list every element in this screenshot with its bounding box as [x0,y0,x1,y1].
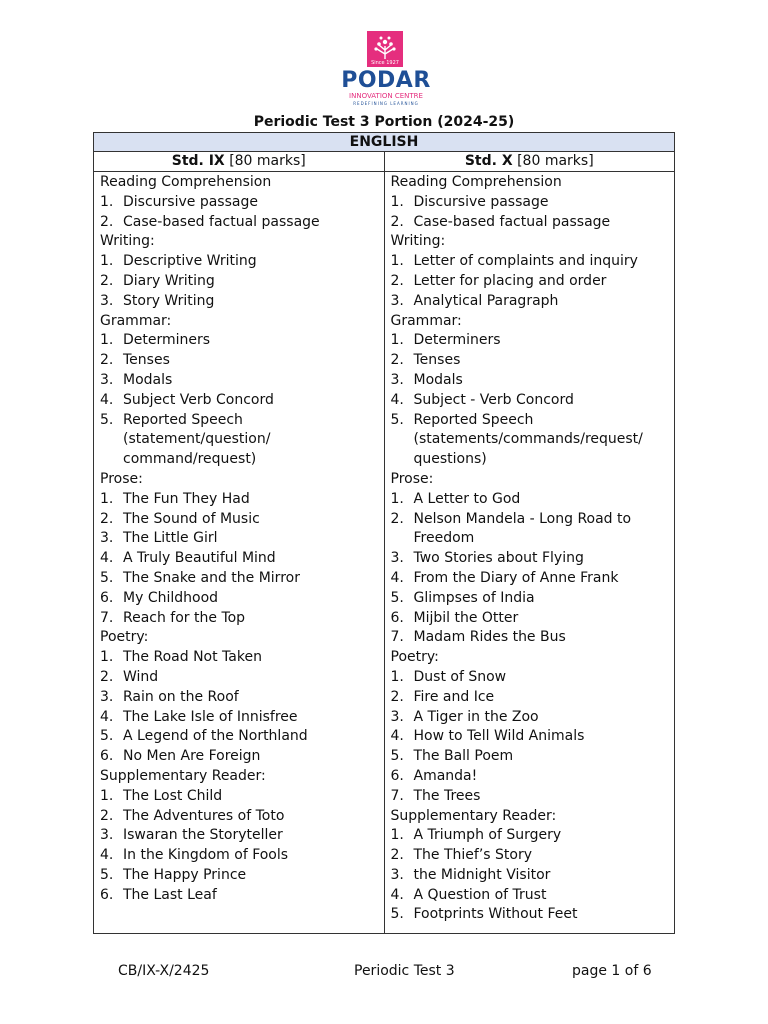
list-item-text: My Childhood [123,589,219,606]
school-logo [336,28,436,110]
list-item-number: 6. [100,748,114,765]
list-item-text: A Truly Beautiful Mind [123,550,276,567]
logo-wordmark: PODAR [341,68,431,93]
list-item-number: 4. [100,550,114,567]
list-item-text: Reported Speech (statements/commands/request/ questions) [413,411,643,468]
list-item [391,866,670,886]
list-item [100,371,379,391]
list-item-number: 2. [390,352,404,369]
list-item [391,351,670,371]
section-heading: Grammar: [390,312,462,329]
list-item [100,490,379,510]
list-item-text: Subject - Verb Concord [413,391,574,408]
list-item [100,331,379,351]
list-item-number: 3. [100,371,114,388]
list-item-number: 1. [390,253,404,270]
list-item-number: 1. [390,827,404,844]
list-item-text: Subject Verb Concord [123,391,274,408]
list-item-number: 3. [100,530,114,547]
list-item-number: 2. [390,688,404,705]
list-item [391,371,670,391]
list-item [391,549,670,569]
list-item-text: The Lake Isle of Innisfree [123,708,298,725]
list-item-text: Footprints Without Feet [413,906,578,923]
list-item-text: Rain on the Roof [123,688,239,705]
list-item-text: No Men Are Foreign [123,748,261,765]
list-item-text: The Adventures of Toto [123,807,285,824]
list-item-number: 3. [100,292,114,309]
list-item [391,252,670,272]
list-item [100,272,379,292]
page-title: Periodic Test 3 Portion (2024-25) [253,114,515,130]
subject-header-row [94,133,675,152]
list-item-text: The Road Not Taken [123,649,262,666]
list-item-text: Story Writing [123,292,215,309]
list-item-text: The Snake and the Mirror [123,569,300,586]
list-item-text: The Happy Prince [123,866,247,883]
list-item-text: Mijbil the Otter [413,609,519,626]
list-item [391,193,670,213]
list-item [100,411,379,470]
standard-header-row [94,152,675,172]
list-item-text: Iswaran the Storyteller [123,827,283,844]
list-item-text: A Letter to God [413,490,521,507]
list-item-number: 1. [390,668,404,685]
list-item-text: Discursive passage [123,193,258,210]
list-item-text: The Little Girl [123,530,218,547]
list-item [100,866,379,886]
list-item [391,331,670,351]
list-item [391,886,670,906]
list-item-text: Wind [123,668,159,685]
list-item-number: 5. [390,748,404,765]
list-item [100,807,379,827]
list-item-number: 5. [100,569,114,586]
list-item-number: 4. [390,886,404,903]
list-item-text: How to Tell Wild Animals [413,728,585,745]
list-item [391,213,670,233]
list-item-number: 4. [390,728,404,745]
list-item [391,490,670,510]
list-item-text: The Fun They Had [123,490,250,507]
list-item [100,688,379,708]
section-heading: Writing: [390,233,446,250]
list-item-text: Tenses [123,352,170,369]
list-item [100,609,379,629]
list-item-text: Nelson Mandela - Long Road to Freedom [413,510,632,547]
list-item [391,391,670,411]
list-item-text: Determiners [413,332,501,349]
list-item-text: Tenses [413,352,461,369]
list-item-number: 7. [100,609,114,626]
list-item-text: In the Kingdom of Fools [123,847,289,864]
list-item-text: Diary Writing [123,272,215,289]
list-item-text: Reach for the Top [123,609,246,626]
list-item [391,826,670,846]
list-item-text: Modals [123,371,173,388]
list-item-number: 2. [390,272,404,289]
list-item [100,510,379,530]
list-item-number: 1. [100,787,114,804]
list-item [100,213,379,233]
std-ix-marks: [80 marks] [229,153,306,169]
list-item-number: 5. [390,411,404,428]
list-item-number: 2. [100,510,114,527]
list-item-number: 1. [390,490,404,507]
list-item-text: The Lost Child [123,787,223,804]
list-item-number: 5. [390,906,404,923]
list-item-text: A Tiger in the Zoo [413,708,539,725]
list-item [100,846,379,866]
list-item [100,529,379,549]
section-heading: Grammar: [100,312,172,329]
list-item-text: Dust of Snow [413,668,507,685]
list-item-text: A Question of Trust [413,886,547,903]
section-heading: Prose: [100,470,143,487]
list-item [391,510,670,550]
list-item-text: The Thief’s Story [413,847,533,864]
list-item [391,747,670,767]
list-item-text: Amanda! [413,767,478,784]
list-item-number: 1. [100,649,114,666]
list-item-number: 1. [390,193,404,210]
footer-page-number: page 1 of 6 [572,963,652,979]
list-item-number: 6. [100,886,114,903]
list-item-text: The Trees [413,787,481,804]
subject-title: ENGLISH [94,133,675,152]
list-item [100,351,379,371]
list-item-number: 3. [100,688,114,705]
footer-code: CB/IX-X/2425 [118,963,210,979]
std-x-syllabus-list [385,172,675,933]
list-item [391,292,670,312]
list-item-text: Fire and Ice [413,688,495,705]
list-item [100,292,379,312]
list-item-number: 6. [100,589,114,606]
list-item-text: The Last Leaf [123,886,217,903]
list-item-text: The Sound of Music [123,510,260,527]
list-item-text: Modals [413,371,463,388]
list-item-number: 4. [390,569,404,586]
list-item-number: 2. [390,847,404,864]
list-item-number: 6. [390,609,404,626]
list-item-number: 3. [390,292,404,309]
list-item [100,589,379,609]
list-item [391,411,670,470]
list-item [100,668,379,688]
list-item-number: 2. [100,272,114,289]
list-item-text: Two Stories about Flying [413,550,584,567]
list-item-number: 2. [390,213,404,230]
logo-subtitle: INNOVATION CENTRE [349,92,423,100]
std-x-label: Std. X [464,153,513,169]
list-item [391,569,670,589]
list-item-text: Analytical Paragraph [413,292,559,309]
list-item-text: the Midnight Visitor [413,866,551,883]
list-item [391,589,670,609]
list-item-number: 1. [390,332,404,349]
footer-center: Periodic Test 3 [354,963,455,979]
list-item [391,767,670,787]
list-item [391,905,670,925]
section-heading: Poetry: [100,629,149,646]
section-heading: Writing: [100,233,155,250]
logo-since-text: Since 1927 [371,60,399,66]
list-item-text: Descriptive Writing [123,253,257,270]
list-item [100,391,379,411]
list-item [100,193,379,213]
list-item-number: 5. [100,866,114,883]
logo-tagline: REDEFINING LEARNING [353,101,419,106]
list-item [391,628,670,648]
section-heading: Reading Comprehension [100,174,272,190]
list-item-number: 3. [100,827,114,844]
list-item [391,708,670,728]
list-item-text: A Legend of the Northland [123,728,308,745]
list-item [100,826,379,846]
portion-table [93,132,675,934]
list-item-text: A Triumph of Surgery [413,827,562,844]
std-ix-syllabus-list [94,172,384,913]
list-item [391,787,670,807]
list-item-number: 1. [100,193,114,210]
list-item [391,688,670,708]
list-item-number: 1. [100,253,114,270]
list-item-number: 2. [100,807,114,824]
list-item [100,787,379,807]
list-item-number: 7. [390,629,404,646]
list-item [100,886,379,906]
section-heading: Supplementary Reader: [100,767,266,784]
std-x-header [384,152,675,172]
std-x-marks: [80 marks] [517,153,594,169]
list-item-number: 2. [100,213,114,230]
list-item-text: Determiners [123,332,211,349]
list-item [100,648,379,668]
list-item-text: Letter of complaints and inquiry [413,253,638,270]
list-item [391,609,670,629]
list-item [100,708,379,728]
std-ix-header [94,152,385,172]
section-heading: Reading Comprehension [390,174,562,190]
list-item-number: 3. [390,371,404,388]
list-item [100,569,379,589]
list-item [391,846,670,866]
list-item [100,549,379,569]
list-item-number: 5. [100,728,114,745]
list-item-number: 5. [100,411,114,428]
list-item-number: 1. [100,490,114,507]
list-item-number: 2. [100,668,114,685]
list-item-number: 2. [390,510,404,527]
portion-body-row [94,172,675,934]
section-heading: Poetry: [390,649,439,666]
list-item-number: 4. [100,708,114,725]
list-item-number: 4. [100,391,114,408]
list-item-number: 3. [390,708,404,725]
list-item-number: 4. [390,391,404,408]
std-x-column [384,172,675,934]
list-item [100,252,379,272]
list-item-number: 7. [390,787,404,804]
list-item-number: 5. [390,589,404,606]
list-item [391,727,670,747]
list-item [391,272,670,292]
list-item-number: 3. [390,550,404,567]
list-item-text: Case-based factual passage [413,213,611,230]
list-item-number: 4. [100,847,114,864]
list-item-text: The Ball Poem [413,748,514,765]
list-item-number: 2. [100,352,114,369]
list-item-number: 1. [100,332,114,349]
list-item [391,668,670,688]
list-item [100,747,379,767]
list-item-number: 3. [390,866,404,883]
std-ix-label: Std. IX [171,153,225,169]
list-item-text: Letter for placing and order [413,272,607,289]
list-item-text: Glimpses of India [413,589,535,606]
list-item-number: 6. [390,767,404,784]
list-item-text: Case-based factual passage [123,213,320,230]
list-item [100,727,379,747]
list-item-text: Discursive passage [413,193,549,210]
section-heading: Supplementary Reader: [390,807,557,824]
list-item-text: From the Diary of Anne Frank [413,569,619,586]
list-item-text: Madam Rides the Bus [413,629,566,646]
section-heading: Prose: [390,470,434,487]
std-ix-column [94,172,385,934]
list-item-text: Reported Speech (statement/question/ command/request) [123,411,271,468]
